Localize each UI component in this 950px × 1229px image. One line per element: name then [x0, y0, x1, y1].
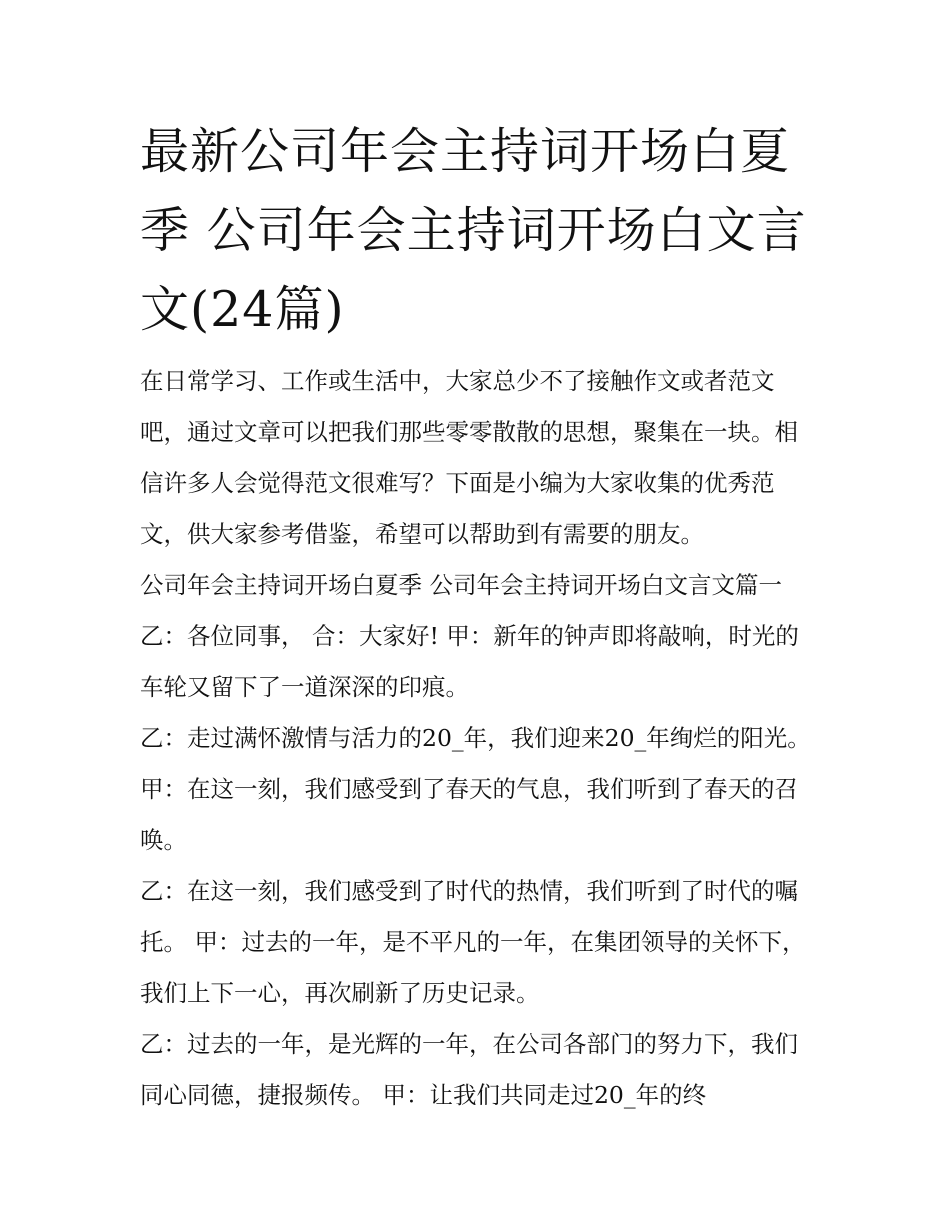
paragraph-3: 乙：在这一刻，我们感受到了时代的热情，我们听到了时代的嘱托。 甲：过去的一年，是不平凡的一年，在集团领导的关怀下，我们上下一心，再次刷新了历史记录。 — [140, 877, 806, 1007]
paragraph-1: 公司年会主持词开场白夏季 公司年会主持词开场白文言文篇一 乙：各位同事， 合：大家好! 甲：新年的钟声即将敲响，时光的车轮又留下了一道深深的印痕。 — [140, 571, 799, 701]
paragraph-intro: 在日常学习、工作或生活中，大家总少不了接触作文或者范文吧，通过文章可以把我们那些零零散散的思想，聚集在一块。相信许多人会觉得范文很难写？下面是小编为大家收集的优秀范文，供大家参考借鉴，希望可以帮助到有需要的朋友。 — [140, 367, 798, 548]
document-body — [140, 356, 820, 1121]
document-title: 最新公司年会主持词开场白夏季 公司年会主持词开场白文言文(24篇) — [140, 123, 807, 338]
paragraph-4: 乙：过去的一年，是光辉的一年，在公司各部门的努力下，我们同心同德，捷报频传。 甲：让我们共同走过20_年的终 — [140, 1030, 798, 1109]
paragraph-2: 乙：走过满怀激情与活力的20_年，我们迎来20_年绚烂的阳光。 甲：在这一刻，我们感受到了春天的气息，我们听到了春天的召唤。 — [140, 724, 811, 854]
